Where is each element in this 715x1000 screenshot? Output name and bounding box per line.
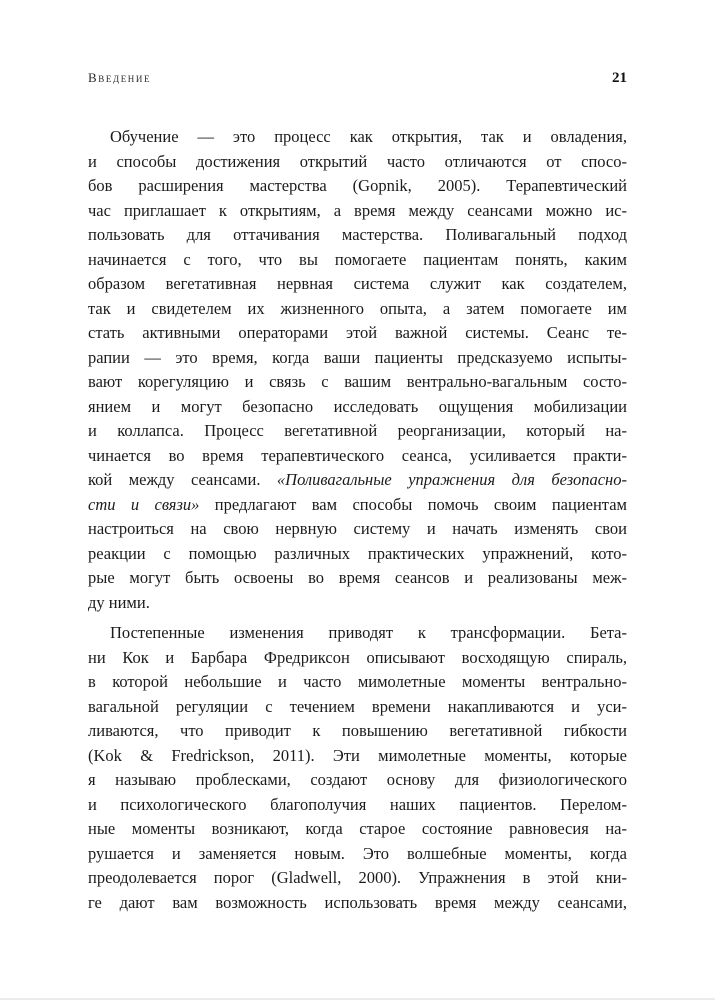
text-segment: янием и могут безопасно исследовать ощущения мобилизации	[88, 396, 627, 416]
text-segment: чинается во время терапевтического сеанса, усиливается практи-	[88, 445, 627, 465]
page-number: 21	[612, 70, 627, 86]
text-segment: преодолевается порог (Gladwell, 2000). Упражнения в этой кни-	[88, 868, 627, 887]
text-segment: вают корегуляцию и связь с вашим вентрально-вагальным состо-	[88, 372, 627, 391]
text-line	[88, 150, 627, 175]
text-line	[88, 542, 627, 567]
text-line	[88, 297, 627, 322]
text-line	[88, 621, 627, 646]
text-line	[88, 817, 627, 842]
text-segment: начинается с того, что вы помогаете пациентам понять, каким	[88, 249, 627, 269]
text-line	[88, 842, 627, 867]
page-body	[88, 125, 627, 915]
text-segment: реакции с помощью различных практических упражнений, кото-	[88, 543, 627, 563]
text-segment: так и свидетелем их жизненного опыта, а затем помогаете им	[88, 298, 627, 318]
paragraph	[88, 125, 627, 615]
running-title: Введение	[88, 70, 152, 85]
text-segment: в которой небольшие и часто мимолетные моменты вентрально-	[88, 672, 627, 691]
text-line	[88, 370, 627, 395]
text-line	[88, 321, 627, 346]
text-line	[88, 768, 627, 793]
text-line	[88, 670, 627, 695]
text-segment: и коллапса. Процесс вегетативной реорганизации, который на-	[88, 421, 627, 440]
page-header	[88, 70, 627, 87]
text-segment: ни Кок и Барбара Фредриксон описывают восходящую спираль,	[88, 647, 627, 667]
text-segment: предлагают вам способы помочь своим пациентам	[199, 494, 627, 514]
italic-text-segment: сти и связи»	[88, 494, 200, 514]
text-segment: ду ними.	[88, 592, 150, 612]
text-segment: Постепенные изменения приводят к трансформации. Бета-	[110, 623, 627, 642]
text-line	[88, 891, 627, 916]
text-segment: я называю проблесками, создают основу для физиологического	[88, 770, 627, 789]
text-line	[88, 346, 627, 371]
text-line	[88, 793, 627, 818]
text-line	[88, 125, 627, 150]
text-segment: рапии — это время, когда ваши пациенты предсказуемо испыты-	[88, 347, 627, 367]
text-segment: образом вегетативная нервная система служит как создателем,	[88, 274, 627, 293]
text-line	[88, 223, 627, 248]
text-line	[88, 248, 627, 273]
text-line	[88, 395, 627, 420]
text-segment: рушается и заменяется новым. Это волшебные моменты, когда	[88, 843, 627, 863]
text-segment: (Kok & Fredrickson, 2011). Эти мимолетные моменты, которые	[88, 745, 627, 765]
text-segment: Обучение — это процесс как открытия, так и овладения,	[110, 127, 627, 146]
text-line	[88, 199, 627, 224]
text-line	[88, 591, 627, 616]
text-segment: стать активными операторами этой важной системы. Сеанс те-	[88, 323, 627, 342]
text-line	[88, 174, 627, 199]
text-line	[88, 566, 627, 591]
text-line	[88, 719, 627, 744]
text-line	[88, 517, 627, 542]
text-segment: вагальной регуляции с течением времени накапливаются и уси-	[88, 696, 627, 716]
text-line	[88, 744, 627, 769]
text-line	[88, 493, 627, 518]
text-segment: ливаются, что приводит к повышению вегетативной гибкости	[88, 721, 627, 740]
text-line	[88, 646, 627, 671]
text-segment: бов расширения мастерства (Gopnik, 2005). Терапевтический	[88, 176, 627, 195]
text-segment: час приглашает к открытиям, а время между сеансами можно ис-	[88, 200, 627, 220]
text-segment: пользовать для оттачивания мастерства. Поливагальный подход	[88, 225, 627, 244]
text-line	[88, 468, 627, 493]
text-line	[88, 695, 627, 720]
text-segment: кой между сеансами.	[88, 470, 277, 489]
text-line	[88, 272, 627, 297]
paragraph	[88, 621, 627, 915]
italic-text-segment: «Поливагальные упражнения для безопасно-	[276, 470, 627, 489]
text-segment: рые могут быть освоены во время сеансов и реализованы меж-	[88, 568, 627, 587]
text-segment: и психологического благополучия наших пациентов. Перелом-	[88, 794, 627, 814]
text-segment: настроиться на свою нервную систему и начать изменять свои	[88, 519, 627, 538]
text-line	[88, 419, 627, 444]
text-segment: и способы достижения открытий часто отличаются от спосо-	[88, 151, 627, 171]
text-segment: ные моменты возникают, когда старое состояние равновесия на-	[88, 819, 627, 838]
text-line	[88, 444, 627, 469]
text-segment: ге дают вам возможность использовать время между сеансами,	[88, 892, 627, 912]
text-line	[88, 866, 627, 891]
